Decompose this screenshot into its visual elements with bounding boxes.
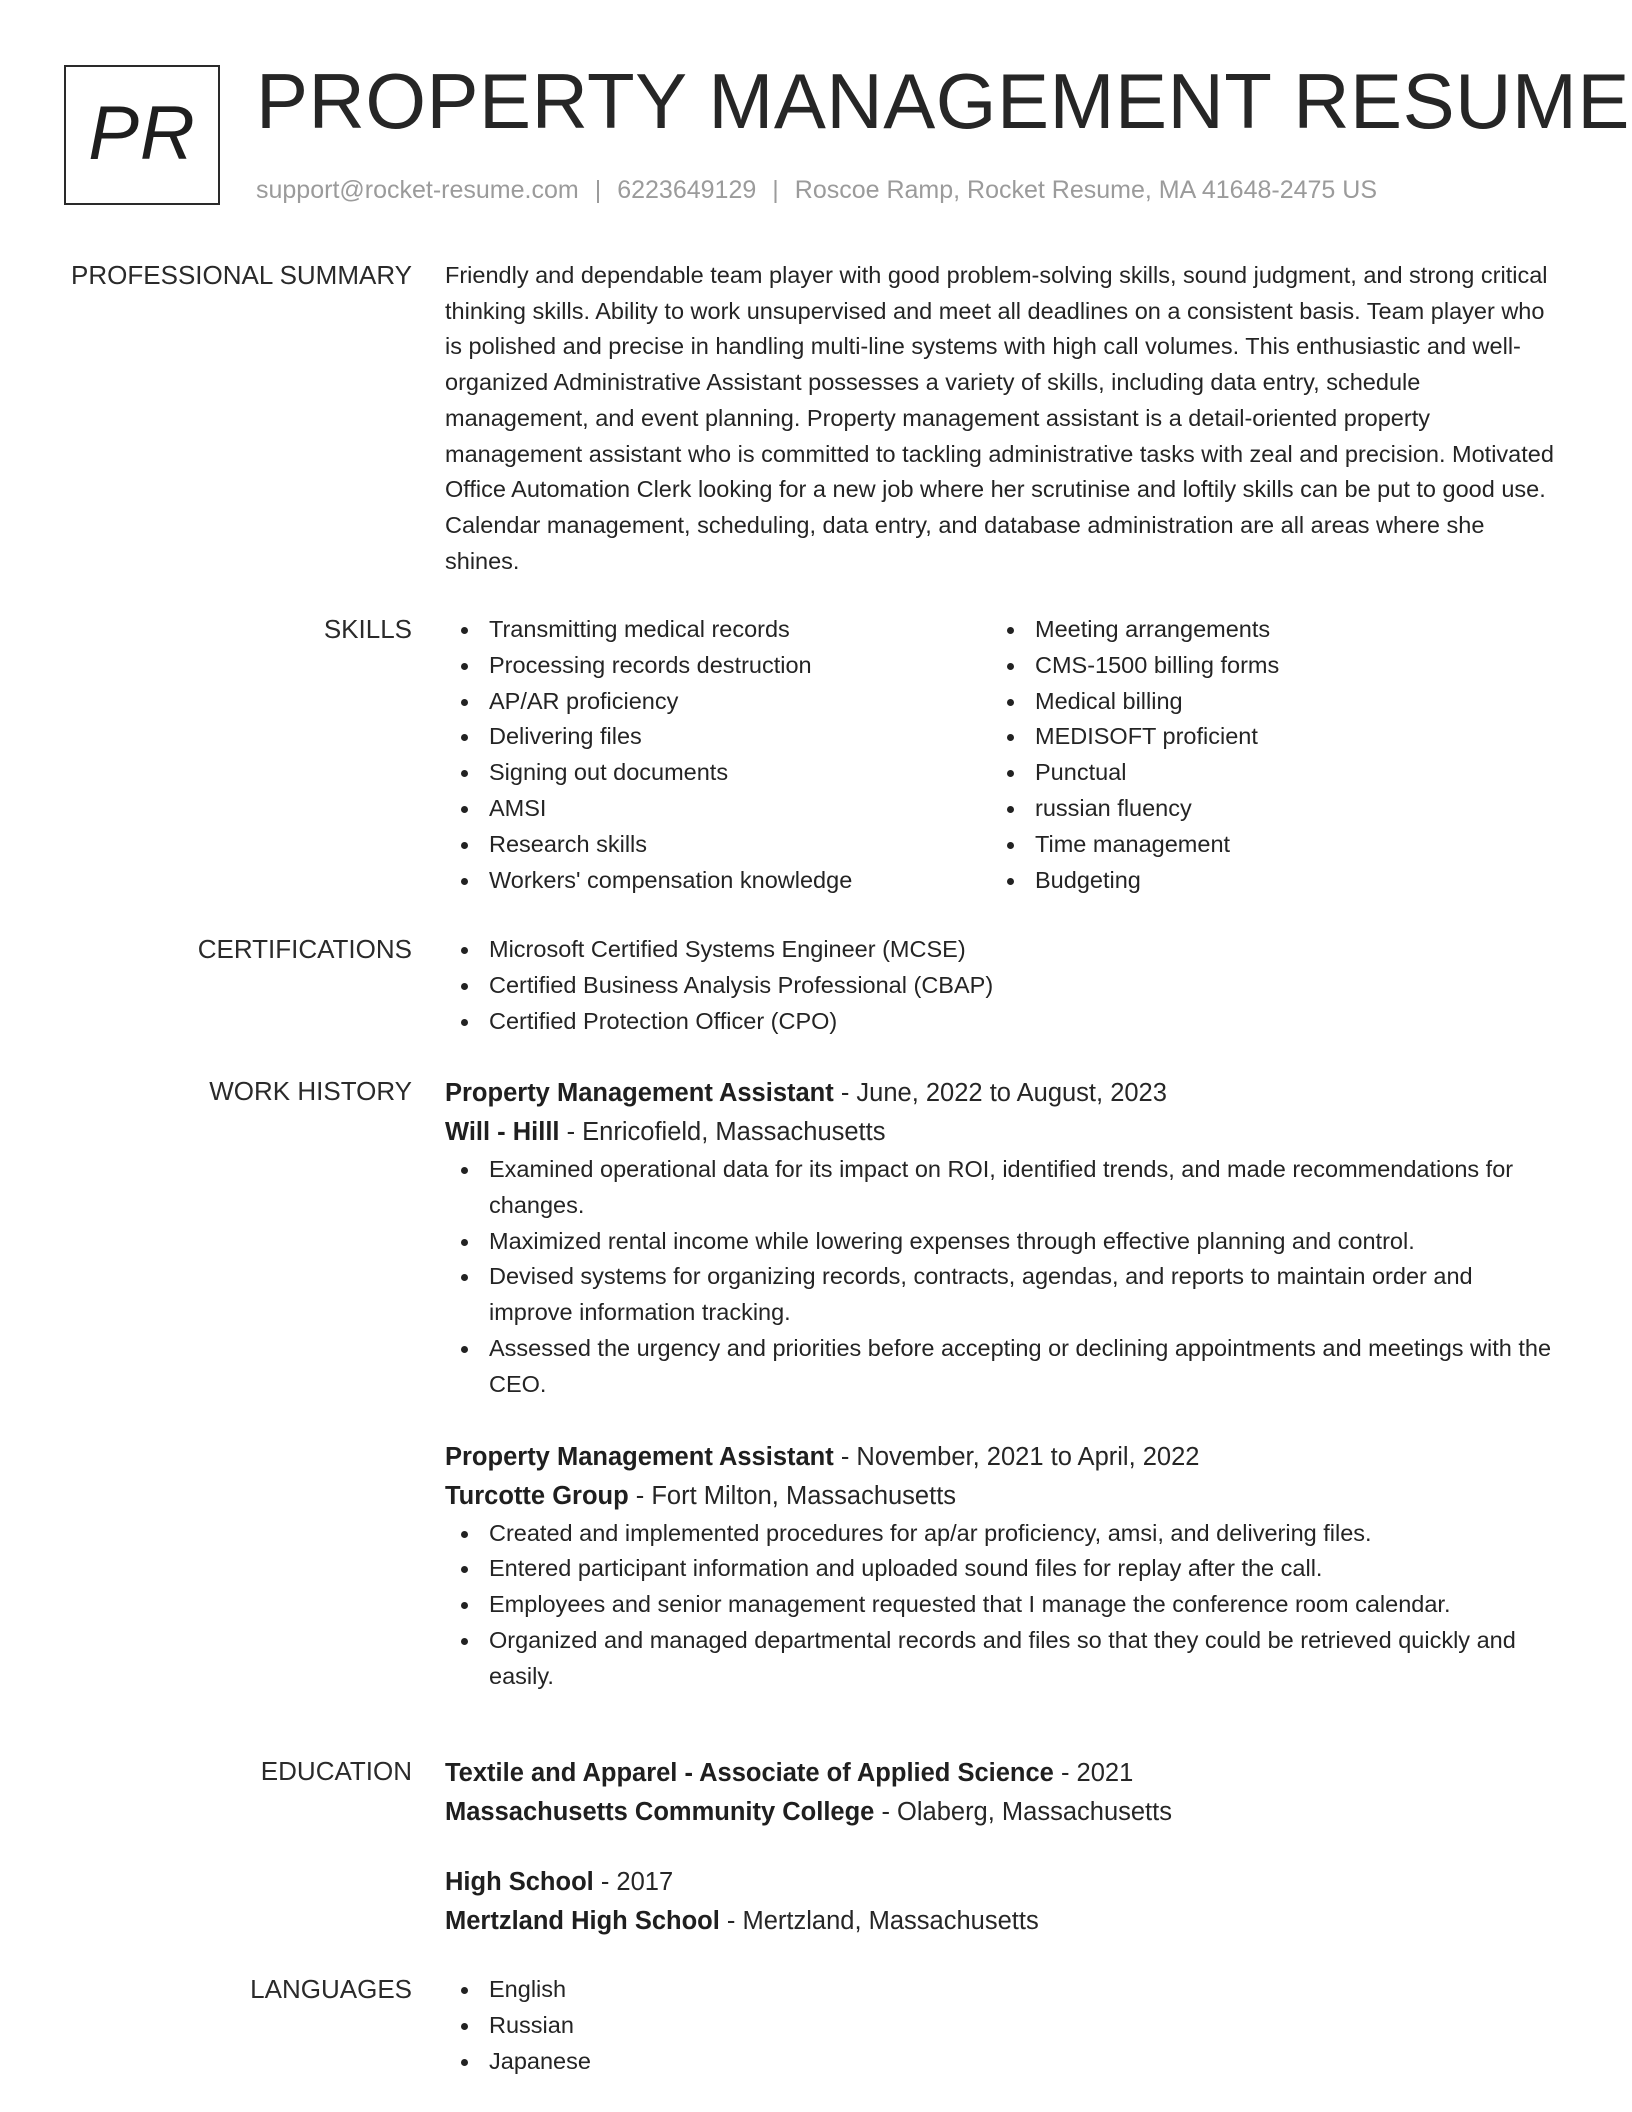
certifications-list (445, 932, 1560, 1039)
job-location: - Enricofield, Massachusetts (559, 1118, 886, 1146)
contact-phone[interactable]: 6223649129 (617, 176, 757, 204)
skills-list-left (445, 612, 991, 898)
section-label-summary: PROFESSIONAL SUMMARY (71, 260, 412, 290)
contact-line (256, 176, 1377, 205)
job-duty: Maximized rental income while lowering expenses through effective planning and control. (445, 1224, 1560, 1260)
education-school-line (445, 1902, 1560, 1941)
education-degree: High School (445, 1868, 594, 1896)
job-title: Property Management Assistant (445, 1079, 834, 1107)
job-dates: - June, 2022 to August, 2023 (833, 1079, 1167, 1107)
education-location: - Olaberg, Massachusetts (874, 1798, 1172, 1826)
language-item: Russian (445, 2008, 1560, 2044)
skill-item: Meeting arrangements (991, 612, 1537, 648)
job-dates: - November, 2021 to April, 2022 (833, 1442, 1200, 1471)
job-entry (445, 1438, 1560, 1695)
skill-item: Medical billing (991, 684, 1537, 720)
job-title-line (445, 1438, 1560, 1477)
section-label-certifications: CERTIFICATIONS (197, 934, 412, 964)
language-item: Japanese (445, 2044, 1560, 2080)
skill-item: Research skills (445, 827, 991, 863)
language-item: English (445, 1972, 1560, 2008)
education-year: - 2017 (593, 1868, 674, 1896)
job-title: Property Management Assistant (445, 1442, 834, 1471)
job-location: - Fort Milton, Massachusetts (628, 1481, 957, 1510)
job-duty: Devised systems for organizing records, contracts, agendas, and reports to maintain order and improve information tracking. (445, 1259, 1560, 1331)
job-duty: Created and implemented procedures for ap/ar proficiency, amsi, and delivering files. (445, 1516, 1560, 1552)
skill-item: Budgeting (991, 863, 1537, 899)
contact-address: Roscoe Ramp, Rocket Resume, MA 41648-2475 US (794, 176, 1377, 204)
skill-item: MEDISOFT proficient (991, 719, 1537, 755)
contact-separator: | (594, 176, 602, 204)
skill-item: Delivering files (445, 719, 991, 755)
education-degree-line (445, 1754, 1560, 1793)
section-label-languages: LANGUAGES (250, 1974, 412, 2004)
section-label-work-history: WORK HISTORY (209, 1076, 412, 1106)
summary-text: Friendly and dependable team player with good problem-solving skills, sound judgment, and strong critical thinking skills. Ability to work unsupervised and meet all deadlines on a consistent basis. Team player who is polished and precise in handling multi-line systems with high call volumes. This enthusiastic and well-organized Administrative Assistant possesses a variety of skills, including data entry, schedule management, and event planning. Property management assistant is a detail-oriented property management assistant who is committed to tackling administrative tasks with zeal and precision. Motivated Office Automation Clerk looking for a new job where her scrutinise and loftily skills can be put to good use. Calendar management, scheduling, data entry, and database administration are all areas where she shines. (445, 262, 1554, 574)
job-company-line (445, 1113, 1560, 1152)
job-duties-list (445, 1152, 1560, 1403)
section-label-skills: SKILLS (323, 614, 412, 644)
education-entry (445, 1863, 1560, 1941)
education-school: Massachusetts Community College (445, 1798, 875, 1826)
job-company-line (445, 1477, 1560, 1516)
skill-item: Workers' compensation knowledge (445, 863, 991, 899)
education-year: - 2021 (1053, 1759, 1134, 1787)
job-duty: Employees and senior management requested that I manage the conference room calendar. (445, 1587, 1560, 1623)
job-company: Will - Hilll (445, 1118, 560, 1146)
education-entry (445, 1754, 1560, 1832)
contact-email[interactable]: support@rocket-resume.com (256, 176, 579, 204)
job-duty: Entered participant information and uploaded sound files for replay after the call. (445, 1551, 1560, 1587)
monogram-text: PR (88, 90, 196, 176)
skill-item: Transmitting medical records (445, 612, 991, 648)
certification-item: Certified Protection Officer (CPO) (445, 1004, 1560, 1040)
job-company: Turcotte Group (445, 1481, 629, 1510)
skill-item: russian fluency (991, 791, 1537, 827)
skill-item: AMSI (445, 791, 991, 827)
skill-item: Punctual (991, 755, 1537, 791)
job-title-line (445, 1074, 1560, 1113)
contact-separator: | (772, 176, 779, 204)
languages-list (445, 1972, 1560, 2079)
skill-item: Signing out documents (445, 755, 991, 791)
certification-item: Microsoft Certified Systems Engineer (MCSE) (445, 932, 1560, 968)
skill-item: AP/AR proficiency (445, 684, 991, 720)
job-entry (445, 1074, 1560, 1403)
section-label-education: EDUCATION (260, 1756, 412, 1786)
skill-item: Processing records destruction (445, 648, 991, 684)
education-degree: Textile and Apparel - Associate of Applied Science (445, 1759, 1054, 1787)
skill-item: Time management (991, 827, 1537, 863)
education-school-line (445, 1793, 1560, 1832)
job-duty: Examined operational data for its impact on ROI, identified trends, and made recommendations for changes. (445, 1152, 1560, 1224)
job-duties-list (445, 1516, 1560, 1695)
monogram-logo (64, 65, 220, 205)
job-duty: Assessed the urgency and priorities before accepting or declining appointments and meetings with the CEO. (445, 1331, 1560, 1403)
certification-item: Certified Business Analysis Professional (CBAP) (445, 968, 1560, 1004)
education-degree-line (445, 1863, 1560, 1902)
skills-list-right (991, 612, 1537, 898)
skill-item: CMS-1500 billing forms (991, 648, 1537, 684)
job-duty: Organized and managed departmental records and files so that they could be retrieved quickly and easily. (445, 1623, 1560, 1695)
education-location: - Mertzland, Massachusetts (719, 1907, 1039, 1935)
resume-title: PROPERTY MANAGEMENT RESUME (256, 57, 1630, 145)
education-school: Mertzland High School (445, 1907, 720, 1935)
